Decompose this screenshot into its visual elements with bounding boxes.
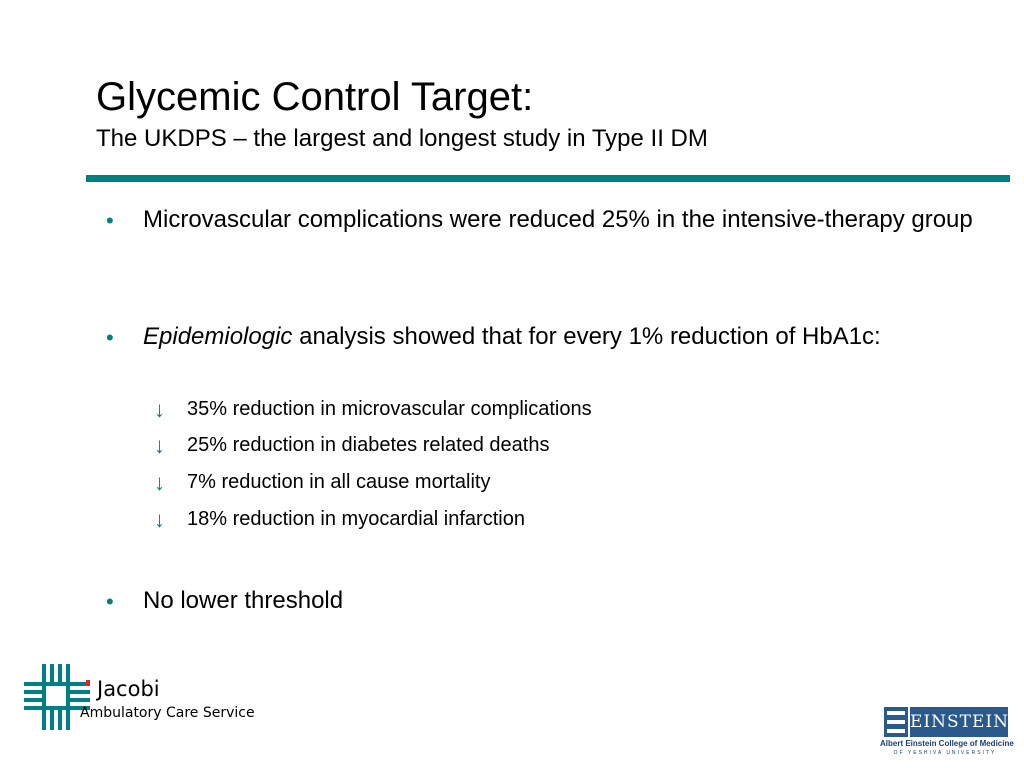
- sub-list-item: 18% reduction in myocardial infarction: [187, 508, 525, 530]
- emphasis-text: Epidemiologic: [143, 323, 293, 350]
- bullet-item-text: analysis showed that for every 1% reduction of HbA1c:: [292, 323, 881, 350]
- bullet-marker: •: [106, 589, 114, 614]
- bullet-item: [143, 320, 943, 354]
- einstein-caption: Albert Einstein College of Medicine: [880, 739, 1014, 748]
- down-arrow-icon: ↓: [154, 507, 165, 532]
- einstein-wordmark: EINSTEIN: [910, 707, 1008, 737]
- down-arrow-icon: ↓: [154, 470, 165, 495]
- jacobi-name: Jacobi: [97, 677, 160, 701]
- jacobi-subtitle: Ambulatory Care Service: [80, 705, 255, 721]
- bullet-item: Microvascular complications were reduced 25% in the intensive-therapy group: [143, 206, 973, 233]
- sub-list-item: 25% reduction in diabetes related deaths: [187, 434, 550, 456]
- bullet-marker: •: [106, 208, 114, 233]
- einstein-caption-small: OF YESHIVA UNIVERSITY: [893, 750, 997, 756]
- down-arrow-icon: ↓: [154, 397, 165, 422]
- sub-list-item: 35% reduction in microvascular complications: [187, 398, 592, 420]
- bullet-marker: •: [106, 325, 114, 350]
- bullet-item: No lower threshold: [143, 587, 344, 614]
- slide-subtitle: The UKDPS – the largest and longest study in Type II DM: [96, 125, 708, 152]
- title-divider: [86, 175, 1010, 182]
- slide-title: Glycemic Control Target:: [96, 75, 534, 119]
- down-arrow-icon: ↓: [154, 433, 165, 458]
- sub-list-item: 7% reduction in all cause mortality: [187, 471, 491, 493]
